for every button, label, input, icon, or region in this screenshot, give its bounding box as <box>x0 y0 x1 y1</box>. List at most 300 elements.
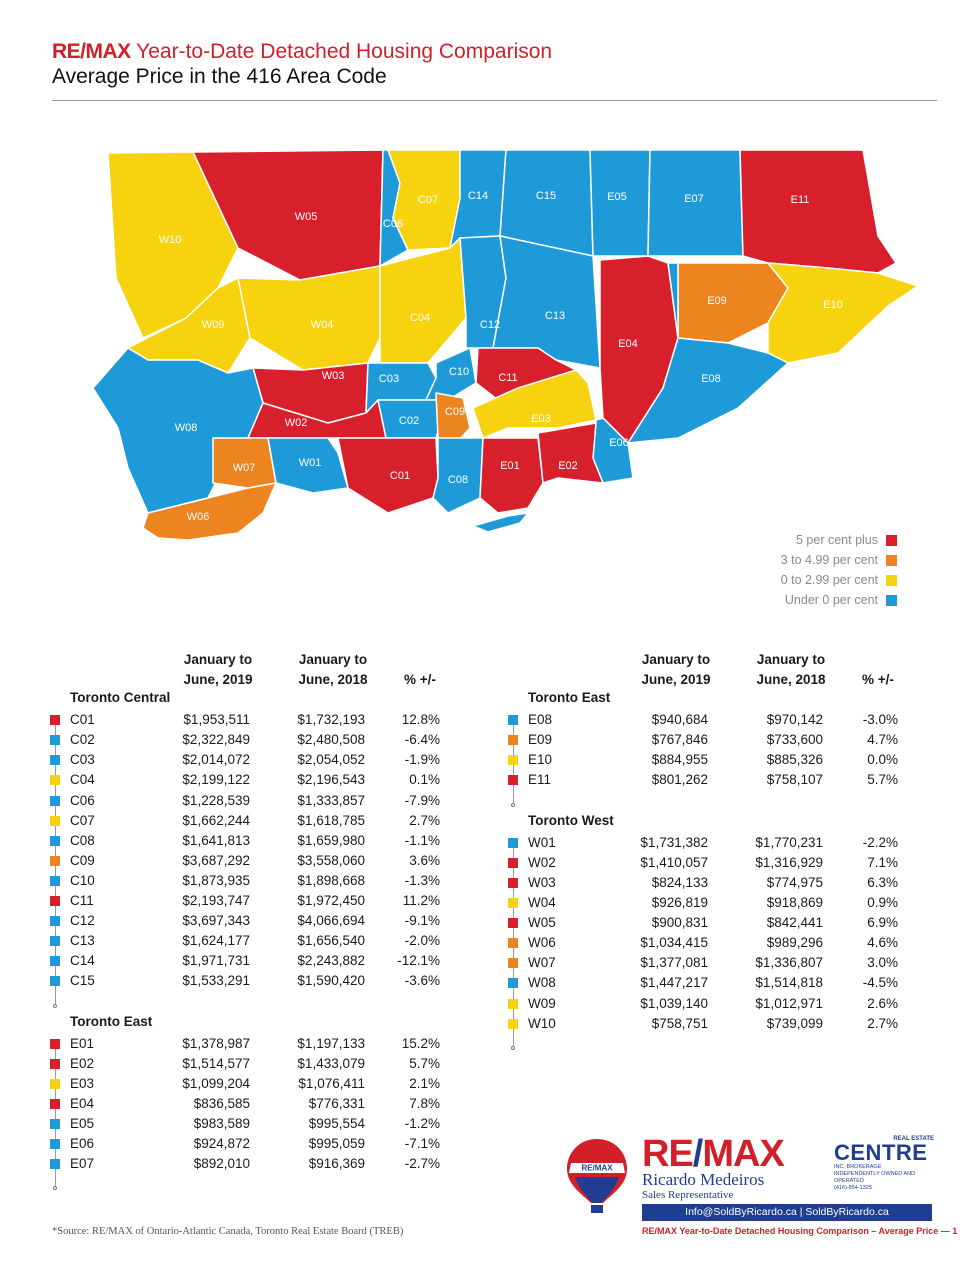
source-note: *Source: RE/MAX of Ontario-Atlantic Canada, Toronto Real Estate Board (TREB) <box>52 1226 404 1237</box>
percent-change: -1.1% <box>404 832 440 848</box>
table-row <box>508 710 898 730</box>
centre-top-text: REAL ESTATE <box>893 1136 934 1142</box>
section-connector-end <box>53 1004 57 1008</box>
price-2018: $2,196,543 <box>297 772 365 788</box>
price-2019: $892,010 <box>193 1156 250 1172</box>
section-connector-end <box>53 1186 57 1190</box>
table-row <box>50 871 440 891</box>
row-color-swatch <box>50 816 60 826</box>
map-label-W07: W07 <box>232 461 256 474</box>
map-svg <box>88 138 920 548</box>
row-color-swatch <box>50 976 60 986</box>
map-label-E04: E04 <box>618 337 638 350</box>
wordmark-max: MAX <box>702 1133 784 1175</box>
price-2019: $1,514,577 <box>182 1055 250 1071</box>
district-code: C15 <box>70 973 95 989</box>
price-2019: $1,410,057 <box>640 854 708 870</box>
row-color-swatch <box>508 735 518 745</box>
price-2019: $1,099,204 <box>182 1075 250 1091</box>
price-2018: $1,514,818 <box>755 975 823 991</box>
price-2018: $776,331 <box>308 1096 365 1111</box>
price-2018: $916,369 <box>308 1156 365 1172</box>
row-color-swatch <box>50 1079 60 1089</box>
title-text: Year-to-Date Detached Housing Comparison <box>136 40 553 63</box>
price-2018: $2,480,508 <box>297 732 365 748</box>
price-2018: $1,732,193 <box>297 712 365 728</box>
district-code: C08 <box>70 832 95 848</box>
price-2019: $2,193,747 <box>182 893 250 908</box>
map-legend <box>637 530 897 610</box>
row-color-swatch <box>50 1139 60 1149</box>
legend-label: Under 0 per cent <box>784 593 878 607</box>
district-code: C10 <box>70 872 95 888</box>
price-2018: $1,197,133 <box>297 1035 365 1051</box>
price-2019: $801,262 <box>651 772 708 788</box>
map-label-E07: E07 <box>684 192 704 205</box>
price-2018: $995,059 <box>308 1136 365 1152</box>
row-color-swatch <box>50 796 60 806</box>
price-2018: $1,590,420 <box>297 973 365 989</box>
percent-change: 4.7% <box>867 732 898 748</box>
toronto-islands <box>473 513 528 532</box>
section-connector-end <box>511 803 515 807</box>
district-code: E04 <box>70 1096 95 1111</box>
table-row <box>508 913 898 933</box>
percent-change: 0.0% <box>867 752 898 768</box>
table-row <box>50 770 440 790</box>
percent-change: -3.0% <box>862 712 898 728</box>
map-label-C10: C10 <box>448 365 470 378</box>
map-label-W06: W06 <box>186 510 210 523</box>
row-color-swatch <box>508 898 518 908</box>
price-2018: $739,099 <box>766 1015 823 1031</box>
district-code: C12 <box>70 913 95 929</box>
table-row <box>50 951 440 971</box>
table-row <box>50 1154 440 1174</box>
price-2019: $767,846 <box>651 732 708 748</box>
map-label-E05: E05 <box>607 190 627 203</box>
row-color-swatch <box>50 755 60 765</box>
price-2019: $2,199,122 <box>182 772 250 788</box>
legend-swatch-yellow <box>886 575 897 586</box>
table-row <box>50 891 440 911</box>
map-label-E06: E06 <box>609 436 629 449</box>
row-color-swatch <box>50 1099 60 1109</box>
district-code: W01 <box>528 834 556 850</box>
map-label-W05: W05 <box>294 210 318 223</box>
price-2019: $1,641,813 <box>182 832 250 848</box>
agent-title: Sales Representative <box>642 1189 734 1201</box>
table-row <box>50 1114 440 1134</box>
row-color-swatch <box>50 1059 60 1069</box>
district-code: E11 <box>528 772 552 788</box>
price-2019: $1,378,987 <box>182 1035 250 1051</box>
balloon-text: RE/MAX <box>581 1163 613 1173</box>
price-2019: $1,971,731 <box>182 953 250 969</box>
legend-item <box>637 530 897 550</box>
region-W04 <box>238 266 380 370</box>
district-code: C11 <box>70 893 94 908</box>
price-2018: $2,054,052 <box>297 752 365 768</box>
district-code: C01 <box>70 712 95 728</box>
table-row <box>508 893 898 913</box>
district-code: W05 <box>528 915 556 931</box>
price-2019: $3,687,292 <box>182 852 250 868</box>
row-color-swatch <box>50 836 60 846</box>
toronto-region-map <box>88 138 920 548</box>
district-code: C14 <box>70 953 95 969</box>
map-label-W10: W10 <box>158 233 182 246</box>
map-label-E01: E01 <box>500 459 520 472</box>
district-code: E06 <box>70 1136 95 1152</box>
price-2019: $983,589 <box>193 1116 250 1132</box>
map-label-W02: W02 <box>284 416 308 429</box>
percent-change: 11.2% <box>402 893 440 908</box>
percent-change: -1.9% <box>404 752 440 768</box>
table-row <box>508 953 898 973</box>
column-header-2018: January to June, 2018 <box>298 652 368 687</box>
district-code: W04 <box>528 895 556 910</box>
price-2018: $3,558,060 <box>297 852 365 868</box>
percent-change: 0.1% <box>409 772 440 788</box>
region-E01 <box>480 438 543 513</box>
price-2018: $1,336,807 <box>755 955 823 971</box>
row-color-swatch <box>508 938 518 948</box>
percent-change: -12.1% <box>397 953 440 969</box>
percent-change: -3.6% <box>404 973 440 989</box>
table-row <box>508 833 898 853</box>
price-2018: $1,656,540 <box>297 933 365 949</box>
table-row <box>50 730 440 750</box>
map-label-E10: E10 <box>823 298 843 311</box>
table-row <box>508 933 898 953</box>
price-2019: $1,228,539 <box>182 792 250 808</box>
page-header <box>52 40 552 90</box>
price-2018: $918,869 <box>766 895 823 910</box>
percent-change: -4.5% <box>862 975 898 991</box>
district-code: E05 <box>70 1116 95 1132</box>
map-label-E09: E09 <box>707 294 727 307</box>
percent-change: 5.7% <box>867 772 898 788</box>
price-2018: $1,076,411 <box>298 1075 365 1091</box>
column-header-2018: January to June, 2018 <box>756 652 826 687</box>
region-C01 <box>338 438 438 513</box>
price-2019: $1,533,291 <box>182 973 250 989</box>
price-2019: $926,819 <box>651 895 708 910</box>
centre-word: CENTRE <box>834 1140 928 1165</box>
map-label-C07: C07 <box>417 193 439 206</box>
percent-change: -9.1% <box>404 913 440 929</box>
table-row <box>50 1034 440 1054</box>
price-2018: $1,433,079 <box>297 1055 365 1071</box>
page-subtitle: Average Price in the 416 Area Code <box>52 65 387 88</box>
section-title: Toronto West <box>528 812 614 828</box>
region-C09 <box>436 393 470 443</box>
map-label-E02: E02 <box>558 459 578 472</box>
legend-item <box>637 550 897 570</box>
price-2019: $940,684 <box>651 712 708 728</box>
map-label-C09: C09 <box>444 405 466 418</box>
price-2019: $1,039,140 <box>640 995 708 1011</box>
price-2018: $1,898,668 <box>297 872 365 888</box>
brand-name: RE/MAX <box>52 40 131 63</box>
row-color-swatch <box>508 878 518 888</box>
map-label-C15: C15 <box>535 189 557 202</box>
header-divider <box>52 100 937 101</box>
price-2019: $2,014,072 <box>182 752 250 768</box>
legend-item <box>637 590 897 610</box>
percent-change: 3.0% <box>867 955 898 971</box>
table-row <box>50 851 440 871</box>
price-2019: $884,955 <box>651 752 708 768</box>
price-2018: $2,243,882 <box>297 953 365 969</box>
row-color-swatch <box>50 735 60 745</box>
percent-change: 2.6% <box>867 995 898 1011</box>
percent-change: 6.3% <box>867 874 898 890</box>
table-row <box>508 1014 898 1034</box>
percent-change: -2.0% <box>404 933 440 949</box>
column-header-pct: % +/- <box>862 672 894 687</box>
price-2019: $3,697,343 <box>182 913 250 929</box>
row-color-swatch <box>508 999 518 1009</box>
percent-change: 0.9% <box>867 895 898 910</box>
legend-item <box>637 570 897 590</box>
map-label-C04: C04 <box>409 311 431 324</box>
section-connector-end <box>511 1046 515 1050</box>
table-row <box>508 750 898 770</box>
region-E05 <box>590 150 650 256</box>
percent-change: -2.2% <box>862 834 898 850</box>
map-label-C13: C13 <box>544 309 566 322</box>
row-color-swatch <box>50 1039 60 1049</box>
percent-change: -1.2% <box>404 1116 440 1132</box>
price-2018: $995,554 <box>308 1116 365 1132</box>
centre-brand <box>834 1136 934 1191</box>
row-color-swatch <box>50 715 60 725</box>
map-label-C14: C14 <box>467 189 489 202</box>
price-table-right <box>508 650 908 1050</box>
map-label-C12: C12 <box>479 318 501 331</box>
row-color-swatch <box>50 956 60 966</box>
centre-sub-2: INDEPENDENTLY OWNED AND OPERATED <box>834 1171 916 1184</box>
row-color-swatch <box>508 838 518 848</box>
price-2018: $1,316,929 <box>755 854 823 870</box>
centre-phone: (416)-854-1325 <box>834 1185 872 1191</box>
percent-change: 7.1% <box>867 854 898 870</box>
district-code: W10 <box>528 1015 556 1031</box>
price-2018: $989,296 <box>766 935 823 951</box>
footer-caption: RE/MAX Year-to-Date Detached Housing Comparison – Average Price — 1 <box>642 1226 958 1236</box>
price-2018: $774,975 <box>766 874 823 890</box>
district-code: C06 <box>70 792 95 808</box>
price-2019: $1,377,081 <box>640 955 708 971</box>
percent-change: 12.8% <box>401 712 440 728</box>
row-color-swatch <box>508 715 518 725</box>
price-2018: $1,770,231 <box>755 834 823 850</box>
section-title: Toronto Central <box>70 690 171 705</box>
price-table-left <box>50 650 450 1190</box>
district-code: W03 <box>528 874 556 890</box>
contact-bar[interactable]: Info@SoldByRicardo.ca | SoldByRicardo.ca <box>642 1204 932 1221</box>
table-row <box>508 873 898 893</box>
price-2018: $842,441 <box>766 915 823 931</box>
map-label-C11: C11 <box>498 371 518 384</box>
price-2019: $1,662,244 <box>182 812 250 828</box>
percent-change: 6.9% <box>867 915 898 931</box>
region-E10 <box>768 263 918 363</box>
district-code: C02 <box>70 732 95 748</box>
row-color-swatch <box>508 1019 518 1029</box>
district-code: E01 <box>70 1035 95 1051</box>
price-2018: $1,659,980 <box>297 832 365 848</box>
price-2019: $1,953,511 <box>183 712 250 728</box>
price-2019: $2,322,849 <box>182 732 250 748</box>
legend-label: 3 to 4.99 per cent <box>780 553 878 567</box>
legend-swatch-red <box>886 535 897 546</box>
district-code: E03 <box>70 1075 95 1091</box>
row-color-swatch <box>50 856 60 866</box>
price-2018: $1,012,971 <box>755 995 823 1011</box>
map-label-W01: W01 <box>298 456 322 469</box>
percent-change: 5.7% <box>409 1055 440 1071</box>
row-color-swatch <box>50 1159 60 1169</box>
price-2018: $885,326 <box>766 752 823 768</box>
map-label-C03: C03 <box>378 372 400 385</box>
map-label-W08: W08 <box>174 421 198 434</box>
column-header-2019: January to June, 2019 <box>183 652 253 687</box>
map-label-E03: E03 <box>531 412 551 425</box>
percent-change: -7.1% <box>404 1136 440 1152</box>
row-color-swatch <box>508 775 518 785</box>
region-E11 <box>740 150 896 273</box>
wordmark-slash: / <box>692 1133 703 1175</box>
price-2018: $970,142 <box>766 712 823 728</box>
legend-swatch-blue <box>886 595 897 606</box>
district-code: W06 <box>528 935 556 951</box>
row-color-swatch <box>50 936 60 946</box>
percent-change: -2.7% <box>404 1156 440 1172</box>
legend-label: 5 per cent plus <box>796 533 878 547</box>
centre-sub-1: INC. BROKERAGE <box>834 1164 882 1170</box>
percent-change: -7.9% <box>404 792 440 808</box>
agent-name: Ricardo Medeiros <box>642 1170 765 1189</box>
price-2018: $758,107 <box>766 772 823 788</box>
price-2019: $1,624,177 <box>182 933 250 949</box>
region-E02 <box>538 423 603 483</box>
map-label-C06: C06 <box>382 217 404 230</box>
map-label-C08: C08 <box>447 473 469 486</box>
map-label-E11: E11 <box>790 193 810 206</box>
table-row <box>50 710 440 730</box>
table-row <box>50 931 440 951</box>
table-row <box>50 831 440 851</box>
balloon-logo-icon <box>565 1137 629 1221</box>
district-code: W08 <box>528 975 556 991</box>
price-2019: $1,447,217 <box>640 975 708 991</box>
district-code: C09 <box>70 852 95 868</box>
page-title <box>52 40 552 64</box>
percent-change: 15.2% <box>401 1035 440 1051</box>
district-code: C04 <box>70 772 95 788</box>
district-code: E09 <box>528 732 553 748</box>
table-row <box>50 1094 440 1114</box>
district-code: E08 <box>528 712 553 728</box>
table-row <box>50 971 440 991</box>
map-label-C01: C01 <box>389 469 411 482</box>
table-row <box>508 730 898 750</box>
district-code: E10 <box>528 752 553 768</box>
legend-label: 0 to 2.99 per cent <box>780 573 878 587</box>
table-row <box>50 1134 440 1154</box>
percent-change: 3.6% <box>409 852 440 868</box>
price-2019: $1,034,415 <box>640 935 708 951</box>
row-color-swatch <box>50 775 60 785</box>
table-row <box>50 811 440 831</box>
percent-change: 2.1% <box>409 1075 440 1091</box>
price-2019: $924,872 <box>193 1136 250 1152</box>
price-2018: $1,618,785 <box>297 812 365 828</box>
district-code: C07 <box>70 812 95 828</box>
price-2019: $824,133 <box>651 874 708 890</box>
percent-change: 2.7% <box>409 812 440 828</box>
price-2019: $758,751 <box>651 1015 708 1031</box>
row-color-swatch <box>508 918 518 928</box>
row-color-swatch <box>50 896 60 906</box>
table-row <box>508 853 898 873</box>
table-row <box>50 791 440 811</box>
table-row <box>50 750 440 770</box>
row-color-swatch <box>50 876 60 886</box>
remax-agent-logo <box>560 1132 958 1242</box>
percent-change: -6.4% <box>404 732 440 748</box>
price-2019: $836,585 <box>193 1096 250 1111</box>
district-code: E02 <box>70 1055 95 1071</box>
row-color-swatch <box>50 916 60 926</box>
row-color-swatch <box>508 858 518 868</box>
table-row <box>50 1074 440 1094</box>
map-label-W09: W09 <box>201 318 225 331</box>
district-code: C13 <box>70 933 95 949</box>
legend-swatch-orange <box>886 555 897 566</box>
table-row <box>50 911 440 931</box>
table-row <box>508 994 898 1014</box>
percent-change: 4.6% <box>867 935 898 951</box>
map-label-W04: W04 <box>310 318 334 331</box>
section-title: Toronto East <box>528 690 611 705</box>
price-2019: $900,831 <box>651 915 708 931</box>
column-header-pct: % +/- <box>404 672 436 687</box>
district-code: C03 <box>70 752 95 768</box>
wordmark-re: RE <box>642 1133 693 1175</box>
table-row <box>508 973 898 993</box>
district-code: W09 <box>528 995 556 1011</box>
column-header-2019: January to June, 2019 <box>641 652 711 687</box>
district-code: W02 <box>528 854 556 870</box>
map-label-C02: C02 <box>398 414 420 427</box>
map-label-E08: E08 <box>701 372 721 385</box>
percent-change: 7.8% <box>409 1096 440 1111</box>
row-color-swatch <box>50 1119 60 1129</box>
percent-change: 2.7% <box>867 1015 898 1031</box>
row-color-swatch <box>508 978 518 988</box>
row-color-swatch <box>508 755 518 765</box>
table-row <box>50 1054 440 1074</box>
row-color-swatch <box>508 958 518 968</box>
table-row <box>508 770 898 790</box>
price-2019: $1,731,382 <box>640 834 708 850</box>
percent-change: -1.3% <box>404 872 440 888</box>
price-2018: $733,600 <box>766 732 823 748</box>
